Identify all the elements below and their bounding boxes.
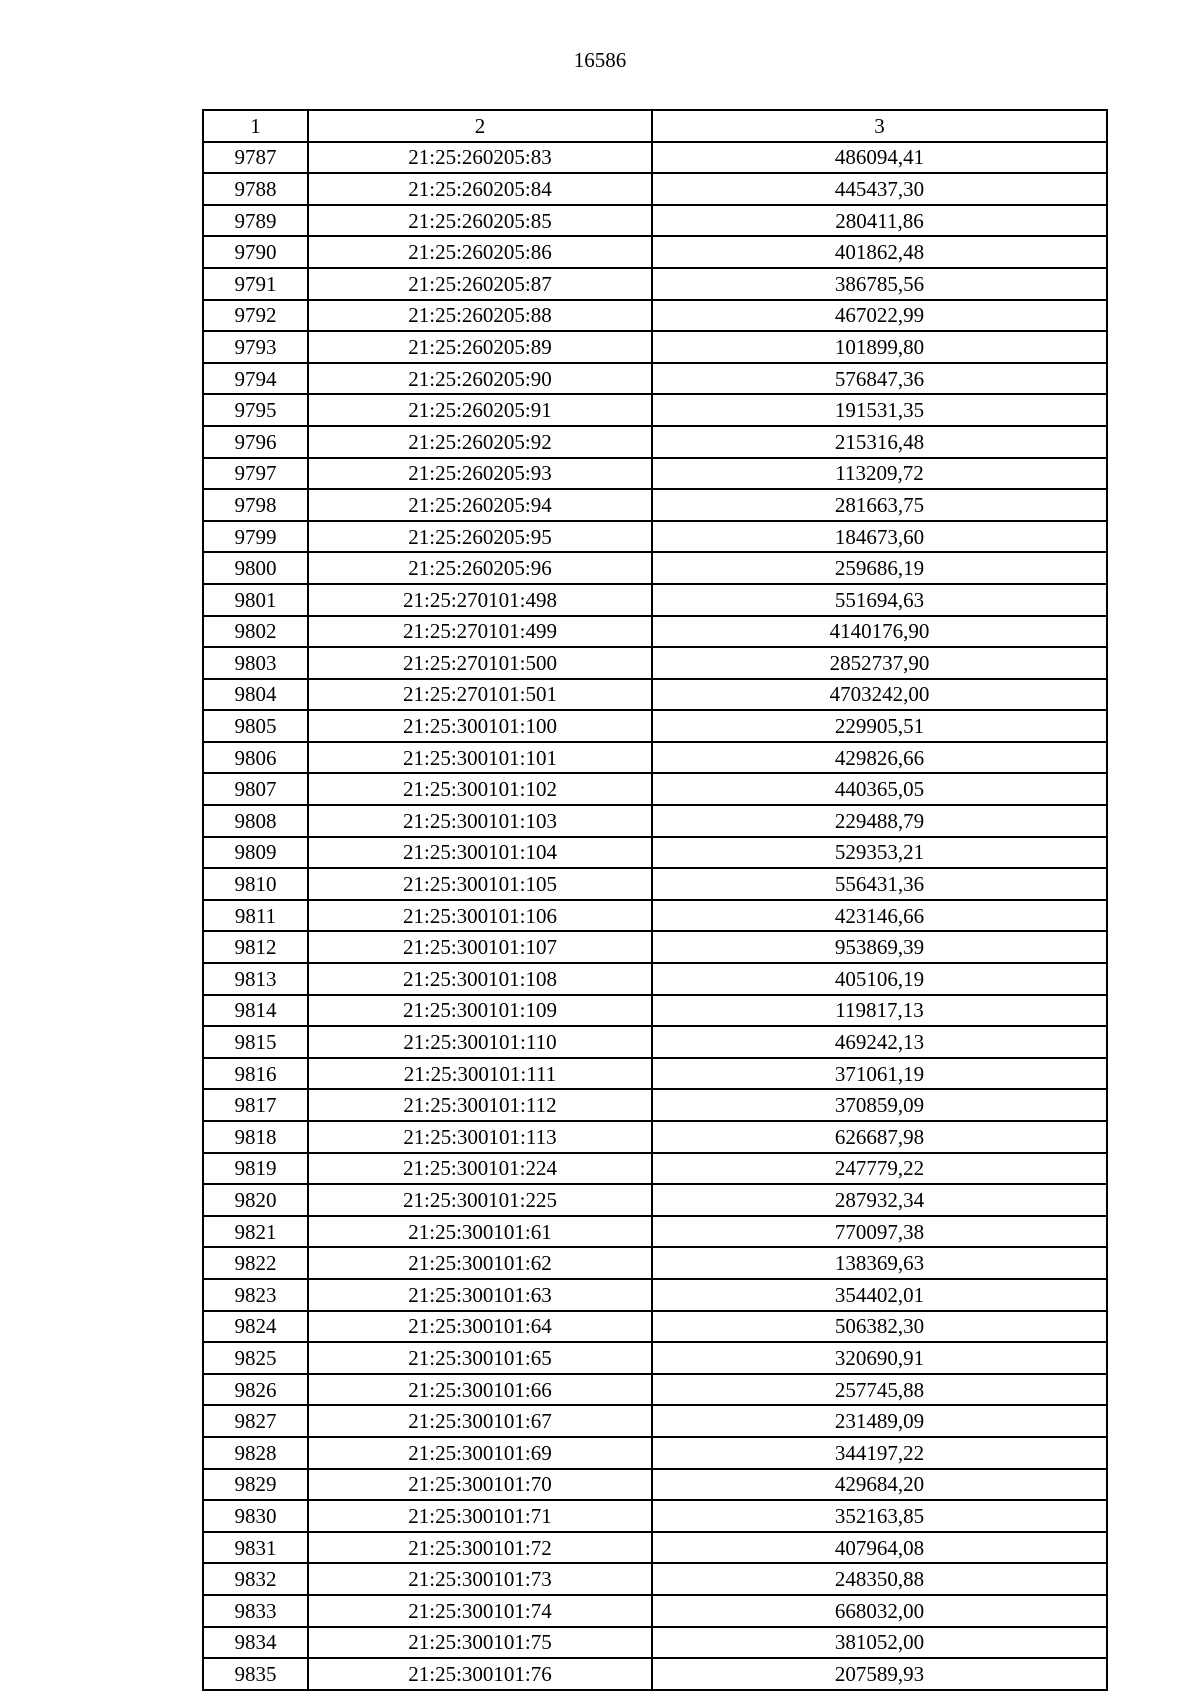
cadastral-number-cell: 21:25:300101:65: [308, 1342, 652, 1374]
value-cell: 259686,19: [652, 552, 1107, 584]
cadastral-number-cell: 21:25:260205:93: [308, 458, 652, 490]
cadastral-number-cell: 21:25:300101:108: [308, 963, 652, 995]
cadastral-number-cell: 21:25:300101:74: [308, 1595, 652, 1627]
cadastral-number-cell: 21:25:300101:106: [308, 900, 652, 932]
value-cell: 405106,19: [652, 963, 1107, 995]
value-cell: 370859,09: [652, 1089, 1107, 1121]
table-row: [203, 1405, 1107, 1437]
value-cell: 469242,13: [652, 1026, 1107, 1058]
cadastral-number-cell: 21:25:260205:90: [308, 363, 652, 395]
row-number-cell: 9816: [203, 1058, 308, 1090]
data-table: [202, 109, 1108, 1691]
table-row: [203, 552, 1107, 584]
table-row: [203, 1058, 1107, 1090]
column-header-3: 3: [652, 110, 1107, 142]
cadastral-number-cell: 21:25:260205:85: [308, 205, 652, 237]
row-number-cell: 9809: [203, 837, 308, 869]
row-number-cell: 9820: [203, 1184, 308, 1216]
cadastral-number-cell: 21:25:270101:498: [308, 584, 652, 616]
value-cell: 191531,35: [652, 394, 1107, 426]
table-row: [203, 805, 1107, 837]
value-cell: 280411,86: [652, 205, 1107, 237]
table-row: [203, 394, 1107, 426]
row-number-cell: 9797: [203, 458, 308, 490]
cadastral-number-cell: 21:25:300101:76: [308, 1658, 652, 1690]
row-number-cell: 9799: [203, 521, 308, 553]
row-number-cell: 9822: [203, 1247, 308, 1279]
table-row: [203, 773, 1107, 805]
value-cell: 770097,38: [652, 1216, 1107, 1248]
table-row: [203, 1469, 1107, 1501]
cadastral-number-cell: 21:25:300101:225: [308, 1184, 652, 1216]
cadastral-number-cell: 21:25:260205:95: [308, 521, 652, 553]
row-number-cell: 9790: [203, 236, 308, 268]
row-number-cell: 9817: [203, 1089, 308, 1121]
cadastral-number-cell: 21:25:300101:112: [308, 1089, 652, 1121]
row-number-cell: 9835: [203, 1658, 308, 1690]
value-cell: 381052,00: [652, 1627, 1107, 1659]
cadastral-number-cell: 21:25:300101:107: [308, 931, 652, 963]
row-number-cell: 9819: [203, 1153, 308, 1185]
table-row: [203, 363, 1107, 395]
cadastral-number-cell: 21:25:300101:105: [308, 868, 652, 900]
cadastral-number-cell: 21:25:260205:87: [308, 268, 652, 300]
table-header: [203, 110, 1107, 142]
table-row: [203, 1279, 1107, 1311]
table-row: [203, 679, 1107, 711]
value-cell: 2852737,90: [652, 647, 1107, 679]
value-cell: 215316,48: [652, 426, 1107, 458]
value-cell: 344197,22: [652, 1437, 1107, 1469]
cadastral-number-cell: 21:25:300101:102: [308, 773, 652, 805]
row-number-cell: 9801: [203, 584, 308, 616]
cadastral-number-cell: 21:25:270101:501: [308, 679, 652, 711]
row-number-cell: 9813: [203, 963, 308, 995]
row-number-cell: 9834: [203, 1627, 308, 1659]
table-row: [203, 458, 1107, 490]
table-row: [203, 616, 1107, 648]
cadastral-number-cell: 21:25:260205:88: [308, 300, 652, 332]
cadastral-number-cell: 21:25:300101:104: [308, 837, 652, 869]
table-row: [203, 489, 1107, 521]
value-cell: 626687,98: [652, 1121, 1107, 1153]
value-cell: 207589,93: [652, 1658, 1107, 1690]
value-cell: 320690,91: [652, 1342, 1107, 1374]
table-row: [203, 1658, 1107, 1690]
table-row: [203, 1184, 1107, 1216]
value-cell: 4703242,00: [652, 679, 1107, 711]
value-cell: 467022,99: [652, 300, 1107, 332]
cadastral-number-cell: 21:25:300101:100: [308, 710, 652, 742]
row-number-cell: 9806: [203, 742, 308, 774]
row-number-cell: 9794: [203, 363, 308, 395]
table-row: [203, 205, 1107, 237]
table-row: [203, 963, 1107, 995]
value-cell: 529353,21: [652, 837, 1107, 869]
table-row: [203, 1627, 1107, 1659]
page-number: 16586: [573, 48, 627, 72]
cadastral-number-cell: 21:25:270101:500: [308, 647, 652, 679]
cadastral-number-cell: 21:25:300101:224: [308, 1153, 652, 1185]
column-header-1: 1: [203, 110, 308, 142]
value-cell: 352163,85: [652, 1500, 1107, 1532]
cadastral-number-cell: 21:25:300101:62: [308, 1247, 652, 1279]
table-row: [203, 1026, 1107, 1058]
cadastral-number-cell: 21:25:300101:61: [308, 1216, 652, 1248]
table-row: [203, 142, 1107, 174]
value-cell: 506382,30: [652, 1311, 1107, 1343]
cadastral-number-cell: 21:25:300101:70: [308, 1469, 652, 1501]
table-row: [203, 236, 1107, 268]
value-cell: 257745,88: [652, 1374, 1107, 1406]
value-cell: 113209,72: [652, 458, 1107, 490]
table-row: [203, 1247, 1107, 1279]
row-number-cell: 9825: [203, 1342, 308, 1374]
table-row: [203, 426, 1107, 458]
cadastral-number-cell: 21:25:300101:75: [308, 1627, 652, 1659]
value-cell: 386785,56: [652, 268, 1107, 300]
row-number-cell: 9824: [203, 1311, 308, 1343]
table-row: [203, 647, 1107, 679]
cadastral-number-cell: 21:25:300101:72: [308, 1532, 652, 1564]
table-row: [203, 742, 1107, 774]
value-cell: 229905,51: [652, 710, 1107, 742]
row-number-cell: 9821: [203, 1216, 308, 1248]
table-row: [203, 1500, 1107, 1532]
value-cell: 119817,13: [652, 995, 1107, 1027]
row-number-cell: 9808: [203, 805, 308, 837]
row-number-cell: 9826: [203, 1374, 308, 1406]
row-number-cell: 9823: [203, 1279, 308, 1311]
cadastral-number-cell: 21:25:260205:89: [308, 331, 652, 363]
value-cell: 407964,08: [652, 1532, 1107, 1564]
row-number-cell: 9792: [203, 300, 308, 332]
value-cell: 429826,66: [652, 742, 1107, 774]
value-cell: 551694,63: [652, 584, 1107, 616]
header-row: [203, 110, 1107, 142]
table-row: [203, 1121, 1107, 1153]
table-row: [203, 931, 1107, 963]
row-number-cell: 9810: [203, 868, 308, 900]
value-cell: 231489,09: [652, 1405, 1107, 1437]
value-cell: 248350,88: [652, 1563, 1107, 1595]
row-number-cell: 9828: [203, 1437, 308, 1469]
table-row: [203, 1153, 1107, 1185]
value-cell: 953869,39: [652, 931, 1107, 963]
value-cell: 445437,30: [652, 173, 1107, 205]
row-number-cell: 9815: [203, 1026, 308, 1058]
table-row: [203, 1311, 1107, 1343]
table-row: [203, 1563, 1107, 1595]
row-number-cell: 9804: [203, 679, 308, 711]
row-number-cell: 9827: [203, 1405, 308, 1437]
row-number-cell: 9789: [203, 205, 308, 237]
table-row: [203, 1089, 1107, 1121]
cadastral-number-cell: 21:25:300101:110: [308, 1026, 652, 1058]
cadastral-number-cell: 21:25:300101:66: [308, 1374, 652, 1406]
row-number-cell: 9798: [203, 489, 308, 521]
table-row: [203, 837, 1107, 869]
cadastral-number-cell: 21:25:270101:499: [308, 616, 652, 648]
row-number-cell: 9803: [203, 647, 308, 679]
table-row: [203, 1437, 1107, 1469]
value-cell: 287932,34: [652, 1184, 1107, 1216]
value-cell: 486094,41: [652, 142, 1107, 174]
value-cell: 281663,75: [652, 489, 1107, 521]
value-cell: 4140176,90: [652, 616, 1107, 648]
table-row: [203, 173, 1107, 205]
row-number-cell: 9802: [203, 616, 308, 648]
value-cell: 556431,36: [652, 868, 1107, 900]
table-row: [203, 331, 1107, 363]
row-number-cell: 9814: [203, 995, 308, 1027]
row-number-cell: 9805: [203, 710, 308, 742]
cadastral-number-cell: 21:25:300101:67: [308, 1405, 652, 1437]
cadastral-number-cell: 21:25:260205:84: [308, 173, 652, 205]
table-row: [203, 268, 1107, 300]
table-row: [203, 710, 1107, 742]
row-number-cell: 9791: [203, 268, 308, 300]
row-number-cell: 9812: [203, 931, 308, 963]
value-cell: 423146,66: [652, 900, 1107, 932]
cadastral-number-cell: 21:25:260205:94: [308, 489, 652, 521]
cadastral-number-cell: 21:25:300101:69: [308, 1437, 652, 1469]
value-cell: 576847,36: [652, 363, 1107, 395]
table-row: [203, 868, 1107, 900]
table-row: [203, 300, 1107, 332]
value-cell: 371061,19: [652, 1058, 1107, 1090]
row-number-cell: 9831: [203, 1532, 308, 1564]
table-row: [203, 900, 1107, 932]
row-number-cell: 9829: [203, 1469, 308, 1501]
table-row: [203, 995, 1107, 1027]
table-row: [203, 1595, 1107, 1627]
table-row: [203, 1374, 1107, 1406]
row-number-cell: 9830: [203, 1500, 308, 1532]
table-body: [203, 142, 1107, 1690]
cadastral-number-cell: 21:25:300101:71: [308, 1500, 652, 1532]
cadastral-number-cell: 21:25:300101:111: [308, 1058, 652, 1090]
cadastral-number-cell: 21:25:300101:103: [308, 805, 652, 837]
row-number-cell: 9800: [203, 552, 308, 584]
value-cell: 184673,60: [652, 521, 1107, 553]
row-number-cell: 9796: [203, 426, 308, 458]
cadastral-number-cell: 21:25:300101:63: [308, 1279, 652, 1311]
value-cell: 138369,63: [652, 1247, 1107, 1279]
row-number-cell: 9833: [203, 1595, 308, 1627]
table-row: [203, 521, 1107, 553]
cadastral-number-cell: 21:25:300101:113: [308, 1121, 652, 1153]
value-cell: 247779,22: [652, 1153, 1107, 1185]
table-row: [203, 584, 1107, 616]
row-number-cell: 9811: [203, 900, 308, 932]
row-number-cell: 9795: [203, 394, 308, 426]
cadastral-number-cell: 21:25:300101:73: [308, 1563, 652, 1595]
value-cell: 354402,01: [652, 1279, 1107, 1311]
cadastral-number-cell: 21:25:260205:91: [308, 394, 652, 426]
value-cell: 440365,05: [652, 773, 1107, 805]
cadastral-number-cell: 21:25:300101:109: [308, 995, 652, 1027]
value-cell: 429684,20: [652, 1469, 1107, 1501]
value-cell: 401862,48: [652, 236, 1107, 268]
row-number-cell: 9793: [203, 331, 308, 363]
row-number-cell: 9788: [203, 173, 308, 205]
cadastral-number-cell: 21:25:260205:86: [308, 236, 652, 268]
row-number-cell: 9818: [203, 1121, 308, 1153]
cadastral-number-cell: 21:25:260205:92: [308, 426, 652, 458]
cadastral-number-cell: 21:25:300101:64: [308, 1311, 652, 1343]
row-number-cell: 9832: [203, 1563, 308, 1595]
table-row: [203, 1342, 1107, 1374]
value-cell: 229488,79: [652, 805, 1107, 837]
cadastral-number-cell: 21:25:260205:96: [308, 552, 652, 584]
table-row: [203, 1532, 1107, 1564]
value-cell: 101899,80: [652, 331, 1107, 363]
table-row: [203, 1216, 1107, 1248]
value-cell: 668032,00: [652, 1595, 1107, 1627]
row-number-cell: 9787: [203, 142, 308, 174]
column-header-2: 2: [308, 110, 652, 142]
cadastral-number-cell: 21:25:260205:83: [308, 142, 652, 174]
row-number-cell: 9807: [203, 773, 308, 805]
cadastral-number-cell: 21:25:300101:101: [308, 742, 652, 774]
